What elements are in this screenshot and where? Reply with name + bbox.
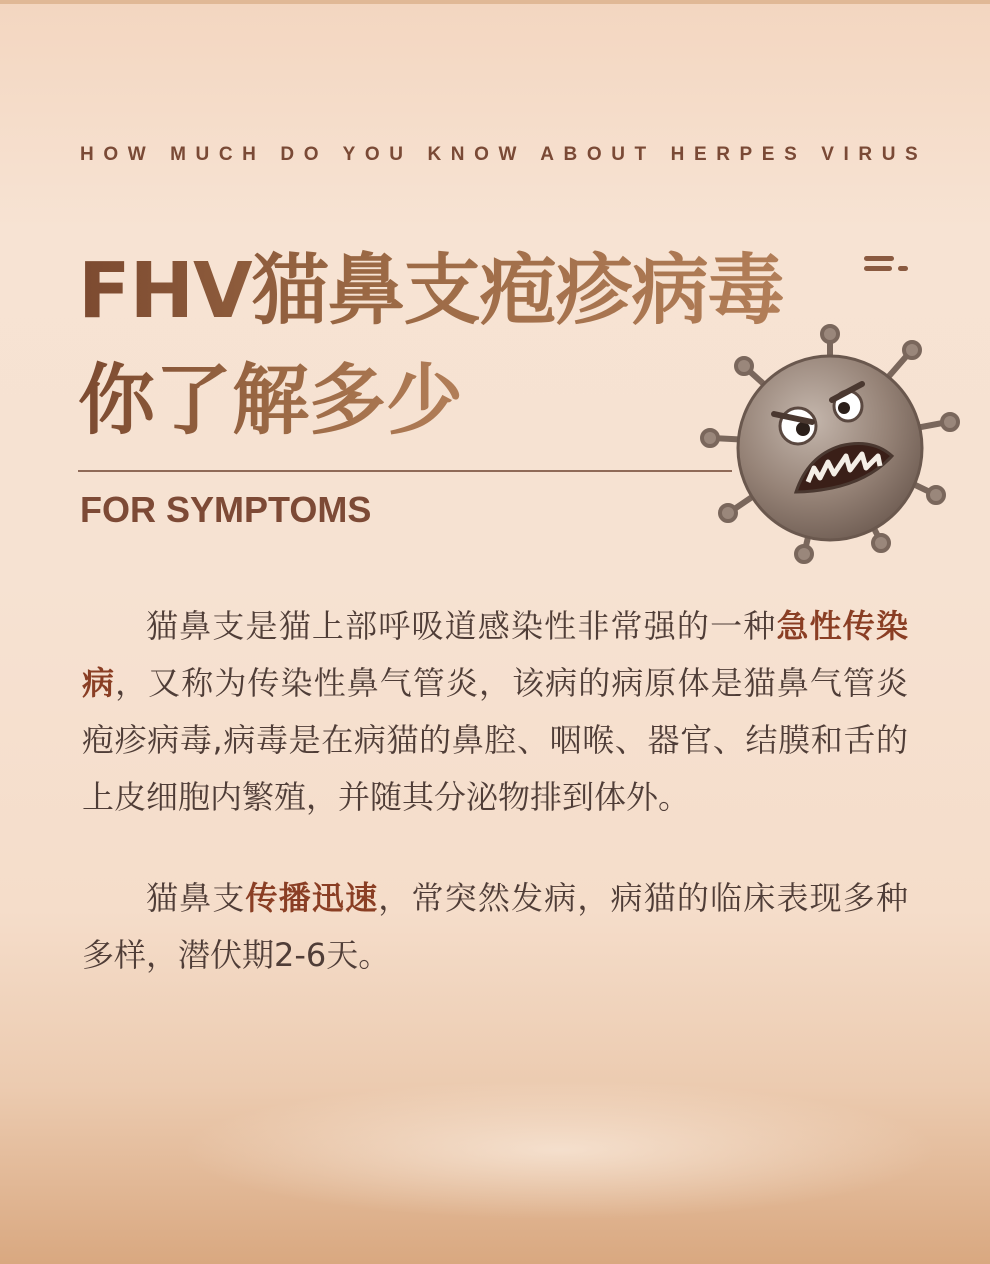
decorative-dash-top (864, 256, 894, 261)
paragraph-2-text: 猫鼻支 (146, 879, 246, 917)
highlight-fast-spread: 传播迅速 (245, 879, 379, 917)
highlight-acute-disease: 急性传染病 (82, 607, 908, 702)
paragraph-2-text-cont: ，常突然发病，病猫的临床表现多种多样，潜伏期2-6天。 (82, 879, 908, 974)
section-divider (78, 470, 732, 472)
paragraph-1-text-cont: ，又称为传染性鼻气管炎，该病的病原体是猫鼻气管炎疱疹病毒,病毒是在病猫的鼻腔、咽喉、器官、结膜和舌的上皮细胞内繁殖，并随其分泌物排到体外。 (82, 664, 908, 816)
paragraph-1-text: 猫鼻支是猫上部呼吸道感染性非常强的一种 (146, 607, 777, 645)
page-title-line2: 你了解多少 (78, 357, 463, 446)
section-heading: FOR SYMPTOMS (80, 489, 372, 530)
paragraph-1 (82, 598, 908, 826)
top-border (0, 0, 990, 4)
background-glow (180, 1080, 940, 1220)
decorative-dash-bottom-short (898, 266, 908, 271)
page-title-line1: FHV猫鼻支疱疹病毒 (78, 247, 784, 336)
english-subtitle: HOW MUCH DO YOU KNOW ABOUT HERPES VIRUS (80, 144, 928, 165)
paragraph-2 (82, 870, 908, 984)
angry-virus-icon (700, 322, 960, 566)
decorative-dash-bottom-long (864, 266, 892, 271)
